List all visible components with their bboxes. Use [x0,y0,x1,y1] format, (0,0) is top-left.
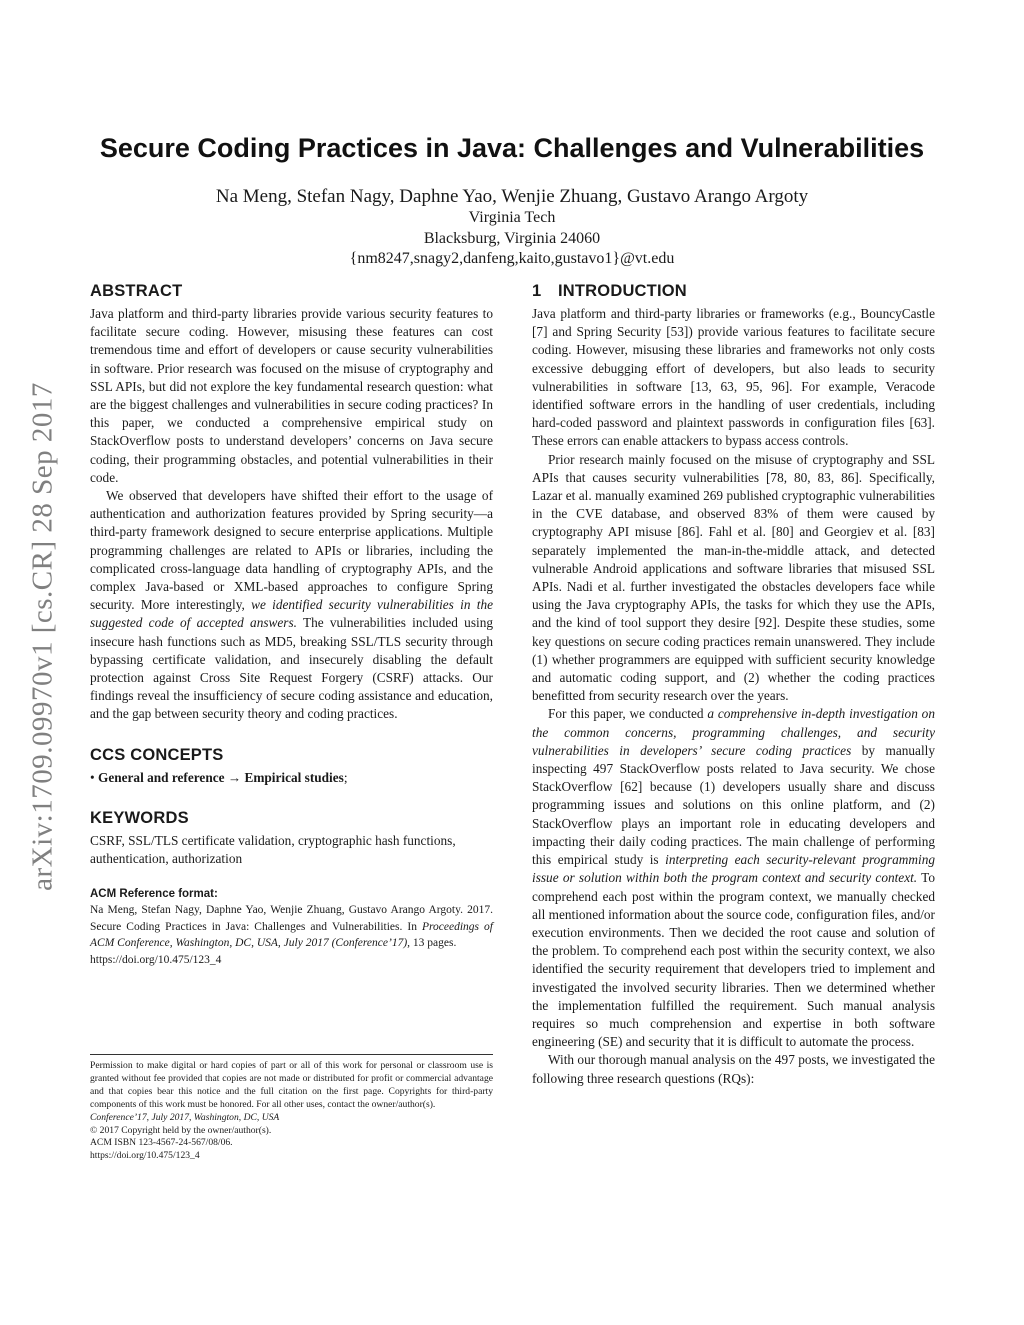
acm-reference-doi[interactable]: https://doi.org/10.475/123_4 [90,953,222,966]
abstract-paragraph-2: We observed that developers have shifted their effort to the usage of authentication and authorization features provided by Spring security—a third-party framework designed to secure enterprise applications. Multiple programming challenges are related to APIs or libraries, including the complicated cross-language data handling of cryptography APIs, and the complex Java-based or XML-based approaches to configure Spring security. More interestingly, we identified security vulnerabilities in the suggested code of accepted answers. The vulnerabilities included using insecure hash functions such as MD5, breaking SSL/TLS security through bypassing certificate validation, and insecurely disabling the default protection against Cross Site Request Forgery (CSRF) attacks. Our findings reveal the insufficiency of secure coding assistance and education, and the gap between security theory and coding practices. [90,488,493,722]
abstract-paragraph-1: Java platform and third-party libraries provide various security features to facilitate secure coding. However, misusing these features can cost tremendous time and effort of developers or cause security vulnerabilities in software. Prior research was focused on the misuse of cryptography and SSL APIs, but did not explore the key fundamental research question: what are the biggest challenges and vulnerabilities in secure coding practices? In this paper, we conducted a comprehensive empirical study on StackOverflow posts to understand developers’ concerns on Java secure coding, their programming obstacles, and potential vulnerabilities in their code. [90,306,493,485]
isbn-line: ACM ISBN 123-4567-24-567/08/06. [90,1137,233,1149]
keywords-text: CSRF, SSL/TLS certificate validation, cryptographic hash functions, authentication, authorization [90,832,456,866]
ccs-concepts-entry: • General and reference → Empirical studies; [90,769,348,785]
conference-line: Conference’17, July 2017, Washington, DC, USA [90,1111,280,1123]
footnote-doi-link[interactable]: https://doi.org/10.475/123_4 [90,1150,200,1162]
ccs-concepts-heading: CCS CONCEPTS [90,745,224,764]
author-list: Na Meng, Stefan Nagy, Daphne Yao, Wenjie Zhuang, Gustavo Arango Argoty [215,186,809,207]
intro-paragraph-1: Java platform and third-party libraries or frameworks (e.g., BouncyCastle [7] and Spring Security [53]) provide various features to facilitate secure coding. However, misusing these libraries and frameworks not only costs excessive debugging effort of developers, but also leads to security vulnerabilities in software [13, 63, 95, 96]. For example, Veracode identified software errors in the handling of user credentials, including hard-coded password and plaintext passwords in configuration files [63]. These errors can enable attackers to bypass access controls. [532,306,935,449]
acm-reference-heading: ACM Reference format: [90,888,218,901]
intro-paragraph-4: With our thorough manual analysis on the 497 posts, we investigated the following three research questions (RQs): [532,1052,935,1086]
affiliation-location: Blacksburg, Virginia 24060 [423,230,601,247]
left-column [90,282,493,968]
intro-paragraph-2: Prior research mainly focused on the misuse of cryptography and SSL APIs that causes security vulnerabilities [78, 80, 83, 86]. Specifically, Lazar et al. manually examined 269 published cryptographic vulnerabilities in the CVE database, and observed 83% of them were caused by cryptography API misuse [86]. Fahl et al. [80] and Georgiev et al. [83] separately implemented the man-in-the-middle attack, and detected vulnerable Android applications and software libraries that misused SSL APIs. Nadi et al. further investigated the obstacles developers face while using the Java cryptography APIs, the tasks for which they use the APIs, and the kind of tool support they desire [92]. Despite these studies, some key questions on secure coding practices remain unanswered. They include (1) whether programmers are equipped with sufficient security knowledge and automatic coding support, and (2) whether the coding practices benefitted from security research over the years. [532,451,935,704]
acm-reference-text: Na Meng, Stefan Nagy, Daphne Yao, Wenjie Zhuang, Gustavo Arango Argoty. 2017. Secure Coding Practices in Java: Challenges and Vulnerabilities. In Proceedings of ACM Conference, Washington, DC, USA, July 2017 (Conference’17), 13 pages. https://doi.org/10.475/123_4 [90,904,493,966]
intro-paragraph-3: For this paper, we conducted a comprehensive in-depth investigation on the common concerns, programming challenges, and security vulnerabilities in developers’ secure coding practices by manually inspecting 497 StackOverflow posts related to Java security. We chose StackOverflow [62] because (1) developers usually share and discuss programming issues and solutions on this online platform, and (2) StackOverflow plays an important role in educating developers and impacting their daily coding practices. The main challenge of performing this empirical study is interpreting each security-relevant programming issue or solution within both the program context and security context. To comprehend each post within the program context, we manually checked all mentioned information about the source code, configuration files, and/or execution environments. Then we decided the root cause and solution of the problem. To comprehend each post within the security context, we also identified the security requirement that developers tried to implement and investigated the involved security libraries. Then we determined whether the implementation fulfilled the requirement. Such manual analysis requires so much comprehension and expertise in both software engineering (SE) and security that it is difficult to automate the process. [532,706,936,1050]
affiliation-institution: Virginia Tech [468,209,556,226]
copyright-line: © 2017 Copyright held by the owner/author(s). [90,1124,272,1136]
keywords-heading: KEYWORDS [90,808,189,827]
copyright-footnote [90,1054,493,1163]
arxiv-identifier: arXiv:1709.09970v1 [cs.CR] 28 Sep 2017 [26,382,59,891]
abstract-heading: ABSTRACT [90,282,183,300]
right-column [532,282,935,1088]
paper-title: Secure Coding Practices in Java: Challenges and Vulnerabilities [99,133,925,163]
introduction-heading: 1 INTRODUCTION [532,282,687,300]
affiliation-emails: {nm8247,snagy2,danfeng,kaito,gustavo1}@vt.edu [349,250,675,267]
permission-notice: Permission to make digital or hard copies of part or all of this work for personal or classroom use is granted without fee provided that copies are not made or distributed for profit or commercial advantage and that copies bear this notice and the full citation on the first page. Copyrights for third-party components of this work must be honored. For all other uses, contact the owner/author(s). [90,1060,493,1110]
